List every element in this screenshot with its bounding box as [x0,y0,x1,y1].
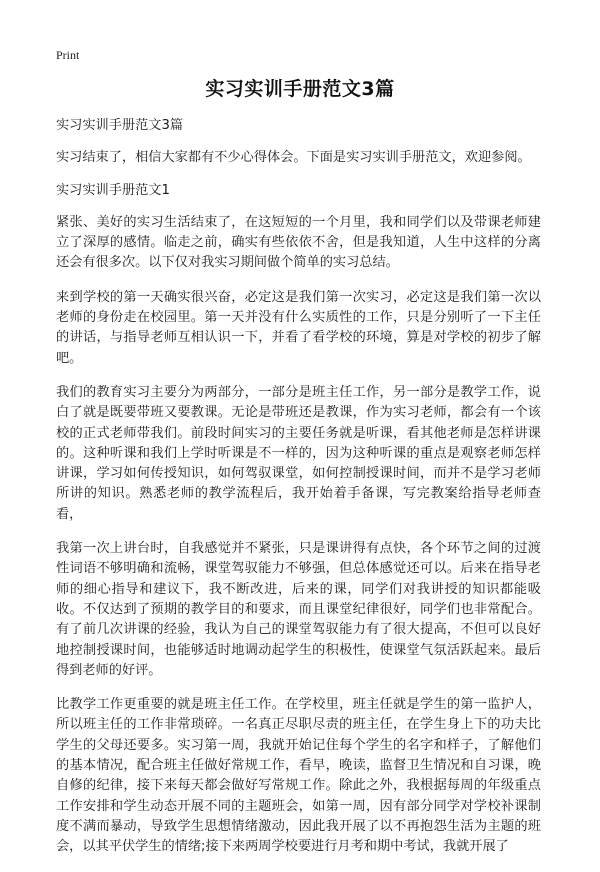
document-body [56,116,541,872]
print-link[interactable]: Print [56,48,80,62]
paragraph: 我们的教育实习主要分为两部分，一部分是班主任工作，另一部分是教学工作，说白了就是既要带班又要教课。无论是带班还是教课，作为实习老师，都会有一个该校的正式老师带我们。前段时间实习的主要任务就是听课，看其他老师是怎样讲课的。这种听课和我们上学时听课是不一样的，因为这种听课的重点是观察老师怎样讲课，学习如何传授知识，如何驾驭课堂，如何控制授课时间，而并不是学习老师所讲的知识。熟悉老师的教学流程后，我开始着手备课，写完教案给指导老师查看， [56,384,541,522]
paragraph: 比教学工作更重要的就是班主任工作。在学校里，班主任就是学生的第一监护人，所以班主任的工作非常琐碎。一名真正尽职尽责的班主任，在学生身上下的功夫比学生的父母还要多。实习第一周，我就开始记住每个学生的名字和样子，了解他们的基本情况，配合班主任做好常规工作，看早，晚读，监督卫生情况和自习课，晚自修的纪律，接下来每天都会做好写常规工作。除此之外，我根据每周的年级重点工作安排和学生动态开展不同的主题班会，如第一周，因有部分同学对学校补课制度不满而暴动，导致学生思想情绪激动，因此我开展了以不再抱怨生活为主题的班会，以其平伏学生的情绪;接下来两周学校要进行月考和期中考试，我就开展了 [56,697,541,855]
paragraph-intro: 实习结束了，相信大家都有不少心得体会。下面是实习实训手册范文，欢迎参阅。 [56,150,531,166]
paragraph: 紧张、美好的实习生活结束了，在这短短的一个月里，我和同学们以及带课老师建立了深厚的感情。临走之前，确实有些依依不舍，但是我知道，人生中这样的分离还会有很多次。以下仅对我实习期间做个简单的实习总结。 [56,214,541,271]
paragraph-section-heading: 实习实训手册范文1 [56,182,170,198]
paragraph: 来到学校的第一天确实很兴奋，必定这是我们第一次实习，必定这是我们第一次以老师的身份走在校园里。第一天并没有什么实质性的工作，只是分别听了一下主任的讲话，与指导老师互相认识一下，并看了看学校的环境，算是对学校的初步了解吧。 [56,289,541,366]
paragraph: 我第一次上讲台时，自我感觉并不紧张，只是课讲得有点快，各个环节之间的过渡性词语不够明确和流畅，课堂驾驭能力不够强，但总体感觉还可以。后来在指导老师的细心指导和建议下，我不断改进，后来的课，同学们对我讲授的知识都能吸收。不仅达到了预期的教学目的和要求，而且课堂纪律很好，同学们也非常配合。有了前几次讲课的经验，我认为自己的课堂驾驭能力有了很大提高，不但可以良好地控制授课时间，也能够适时地调动起学生的积极性，使课堂气氛活跃起来。最后得到老师的好评。 [56,541,541,678]
page-title: 实习实训手册范文3篇 [205,78,395,100]
paragraph-subtitle: 实习实训手册范文3篇 [56,118,184,133]
